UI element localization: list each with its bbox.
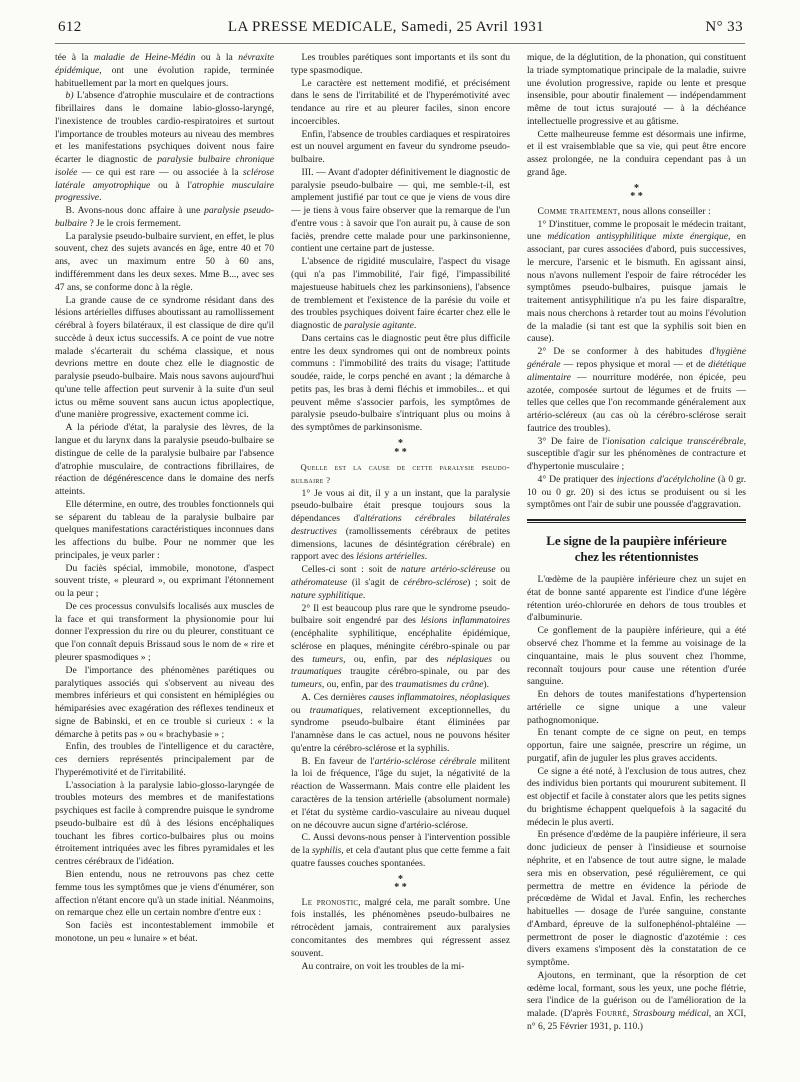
text-run: ou à l' bbox=[150, 179, 192, 191]
text-run: De l'importance des phénomènes parétiques ou paralytiques associés qui s'observent au niveau des membres inférieurs et qui consistent en hémiplégies ou hémiparésies avec exagération des réflexes tendineux et signe de Babinski, et en ce trouble si curieux : « la démarche à petits pas » ou « brachybasie » ; bbox=[55, 664, 274, 740]
italic-text: traumatiques bbox=[291, 666, 342, 678]
text-run: , ou, enfin, par des bbox=[321, 679, 396, 691]
article-title bbox=[527, 533, 746, 565]
text-run: La grande cause de ce syndrome résidant dans des lésions artérielles diffuses aboutissant au ramollissement cérébral à foyers bilatéraux, il est classique de dire qu'il succède à deux ictus successifs. A ce point de vue notre malade s'écarterait du schéma classique, et nous devrions mettre en doute chez elle le diagnostic de paralysie pseudo-bulbaire. Mais nous savons aujourd'hui qu'une telle affection peut survenir à la suite d'un seul ictus ou même souvent sans aucun ictus apoplectique, d'une manière progressive, exactement comme ici. bbox=[55, 294, 274, 421]
text-run: ). bbox=[483, 679, 489, 691]
italic-text: artério-sclérose cérébrale bbox=[374, 755, 477, 767]
paragraph bbox=[291, 756, 510, 833]
paragraph bbox=[55, 563, 274, 601]
paragraph bbox=[55, 231, 274, 295]
text-run: B. Avons-nous donc affaire à une bbox=[65, 205, 205, 217]
text-run: (ramollissements cérébraux de petites dimensions, lacunes de désintégration cérébrale) en rapport avec des bbox=[291, 525, 510, 563]
italic-text: athéromateuse bbox=[291, 576, 348, 588]
paragraph bbox=[55, 741, 274, 779]
italic-text: injections d'acétylcholine bbox=[616, 473, 715, 485]
column-left bbox=[55, 52, 274, 1074]
italic-text: traumatismes du crâne bbox=[395, 679, 484, 691]
paragraph bbox=[55, 920, 274, 946]
paragraph bbox=[291, 832, 510, 870]
paragraph bbox=[291, 167, 510, 256]
paragraph bbox=[291, 333, 510, 435]
text-run: Son faciès est incontestablement immobile et monotone, un peu « lunaire » et béat. bbox=[55, 920, 274, 944]
paragraph bbox=[527, 219, 746, 347]
paragraph bbox=[291, 129, 510, 167]
text-run: Enfin, des troubles de l'intelligence et du caractère, ces derniers représentés principalement par de l'hyperémotivité et de l'irritabilité. bbox=[55, 741, 274, 778]
italic-text: atrophie musculaire progressive bbox=[55, 179, 274, 204]
italic-text: paralysie bulbaire chronique isolée bbox=[55, 154, 274, 178]
text-run: . bbox=[362, 589, 366, 601]
journal-title-line bbox=[55, 17, 745, 37]
text-run: 2° Il est beaucoup plus rare que le syndrome pseudo-bulbaire soit engendré par des bbox=[291, 602, 510, 627]
small-caps-text: Fourré bbox=[596, 1008, 627, 1020]
paragraph bbox=[527, 574, 746, 625]
text-run: tée à la bbox=[55, 52, 94, 63]
paragraph bbox=[527, 970, 746, 1034]
paragraph bbox=[55, 869, 274, 920]
italic-text: sclérose latérale amyotrophique bbox=[55, 166, 274, 191]
paragraph bbox=[527, 829, 746, 969]
text-run: Ce gonflement de la paupière inférieure, qui a été observé chez l'homme et la femme au voisinage de la cinquantaine, mais le plus souvent chez l'homme, reconnaît toujours pour cause une rétention d'urée sanguine. bbox=[527, 625, 746, 688]
text-run: . bbox=[99, 192, 102, 204]
issue-date: Samedi, 25 Avril 1931 bbox=[400, 19, 545, 35]
italic-text: cérébro-sclérose bbox=[403, 576, 468, 588]
paragraph bbox=[527, 129, 746, 180]
text-run: Au contraire, on voit les troubles de la mi- bbox=[301, 960, 465, 972]
paragraph bbox=[55, 205, 274, 231]
italic-text: névraxite épidémique bbox=[55, 52, 274, 76]
text-run: , bbox=[626, 1008, 633, 1020]
text-run: traugite cérébro-spinale, ou par des bbox=[341, 666, 510, 678]
paragraph bbox=[291, 78, 510, 129]
section-subheading bbox=[291, 461, 510, 487]
text-run: Ajoutons, en terminant, que la résorption de cet œdème local, formant, sous les yeux, une poche flétrie, sera l'indice de la guérison ou de l'amélioration de la malade. (D'après bbox=[527, 969, 746, 1020]
text-run: ou à la bbox=[195, 52, 239, 63]
text-run: ou bbox=[291, 704, 310, 716]
italic-text: hygiène générale bbox=[527, 346, 746, 370]
text-run: L'œdème de la paupière inférieure chez un sujet en état de bonne santé apparente est l'indice d'une légère rétention uréo-chlorurée en dehors de tous troubles et d'albuminurie. bbox=[527, 574, 746, 624]
asterisk-mark: * * bbox=[394, 446, 407, 458]
asterisk-mark: * * bbox=[630, 191, 643, 203]
text-run: 1° Je vous ai dit, il y a un instant, que la paralysie pseudo-bulbaire était presque toujours sous la dépendances d' bbox=[291, 487, 510, 525]
text-run: Le caractère est nettement modifié, et précisément dans le sens de l'irritabilité et de l'hyperémotivité avec tendance au rire et au pleurer faciles, sinon encore incoercibles. bbox=[291, 77, 510, 127]
paragraph bbox=[55, 780, 274, 869]
text-run: — repos physique et moral — et de bbox=[560, 358, 709, 370]
italic-text: néplasiques bbox=[446, 653, 492, 665]
page-number: 612 bbox=[58, 19, 82, 35]
text-run: En présence d'œdème de la paupière inférieure, il sera donc judicieux de penser à l'insidieuse et sournoise néphrite, et en l'absence de tout autre signe, le malade sera mis en observation, pesé régulièrement, ce qui permettra de mettre en évidence la période de précœdème de Widal et Javal. Enfin, les recherches habituelles — dosage de l'urée sanguine, constante d'Ambard, épreuve de la sulfonephénol-phtaléine — permettront de poser le diagnostic d'azotémie : ces divers examens s'imposent dès la constatation de ce symptôme. bbox=[527, 829, 746, 969]
paragraph bbox=[527, 52, 746, 129]
text-run: ? Je le crois fermement. bbox=[87, 217, 181, 229]
text-run: Les troubles parétiques sont importants et ils sont du type spasmodique. bbox=[291, 52, 510, 76]
issue-number: N° 33 bbox=[705, 19, 743, 35]
text-run: Bien entendu, nous ne retrouvons pas chez cette femme tous les symptômes que je viens d'énumérer, son affection n'étant encore qu'à un stade initial. Néanmoins, on remarque chez elle un certain nombre d'entre eux : bbox=[55, 869, 274, 919]
text-run: ou bbox=[492, 653, 510, 665]
text-run: militent la loi de fréquence, l'âge du sujet, la négativité de la réaction de Wassermann. Mais contre elle plaident les caractères de la tension artérielle (absolument normale) et l'état du système cardio-vasculaire au niveau duquel on ne découvre aucun signe d'artério-sclérose. bbox=[291, 755, 510, 831]
italic-text: tumeurs bbox=[291, 679, 322, 691]
asterisk-mark: * bbox=[397, 437, 404, 449]
text-run: 3° De faire de l' bbox=[537, 435, 607, 447]
text-run: , susceptible d'agir sur les phénomènes de contracture et d'hypertonie musculaire ; bbox=[527, 435, 746, 473]
text-run: ) ; soit de bbox=[467, 576, 510, 588]
paragraph bbox=[527, 346, 746, 435]
italic-text: paralysie agitante bbox=[344, 320, 414, 332]
italic-text: diététique alimentaire bbox=[527, 358, 746, 383]
article-body bbox=[527, 574, 746, 1034]
article-continuation bbox=[527, 52, 746, 512]
text-run: En dehors de toutes manifestations d'hypertension artérielle ce signe unique a une valeur pathognomonique. bbox=[527, 689, 746, 726]
text-run: C. Aussi devons-nous penser à l'intervention possible de la bbox=[291, 832, 510, 857]
italic-text: b) bbox=[65, 90, 74, 102]
text-run: mique, de la déglutition, de la phonation, qui constituent la triade symptomatique principale de la maladie, suivre une évolution progressive, rapide ou lente et presque insensible, pour aboutir finalement — indépendamment même de tout ictus surajouté — à la déchéance intellectuelle progressive et au gâtisme. bbox=[527, 52, 746, 127]
text-run: , relativement exceptionnelles, du syndrome pseudo-bulbaire étant éliminées par l'anamnèse dans le cas actuel, nous ne pouvons hésiter qu'entre la cérébro-sclérose et la syphilis. bbox=[291, 704, 510, 754]
italic-text: tumeurs bbox=[312, 653, 344, 665]
text-run: B. En faveur de l' bbox=[301, 755, 375, 767]
asterisk-mark: * bbox=[633, 182, 640, 194]
page-columns bbox=[55, 52, 746, 1074]
text-run: Quelle est la cause de cette paralysie pseudo-bulbaire ? bbox=[291, 462, 510, 485]
text-run: , et cela d'autant plus que cette femme a fait quatre fausses couches spontanées. bbox=[291, 845, 510, 869]
text-run: III. — Avant d'adopter définitivement le diagnostic de paralysie pseudo-bulbaire — qui, me semble-t-il, est amplement justifié par tout ce que je viens de vous dire — je tiens à vous faire observer que la remarque de l'un d'entre vous : à savoir que l'on aurait pu, à cause de son faciès, prendre cette malade pour une parkinsonienne, contient une certaine part de justesse. bbox=[291, 166, 510, 255]
paragraph bbox=[527, 625, 746, 689]
text-run: , ont une évolution rapide, terminée habituellement par la mort en quelques jours. bbox=[55, 64, 274, 89]
text-run: A la période d'état, la paralysie des lèvres, de la langue et du larynx dans la paralysie pseudo-bulbaire se distingue de celle de la paralysie bulbaire par l'absence d'atrophie musculaire, de contractions fibrillaires, de réaction de dégénérescence dans le domaine des nerfs atteints. bbox=[55, 422, 274, 498]
italic-text: ionisation calcique transcérébrale bbox=[606, 435, 744, 447]
text-run: , malgré cela, me paraît sombre. Une fois installés, les phénomènes pseudo-bulbaires ne rétrocèdent jamais, contrairement aux paralysies concomitantes des membres qui régressent assez souvent. bbox=[291, 896, 510, 959]
italic-text: médication antisyphilitique mixte énergique bbox=[547, 231, 729, 243]
paragraph bbox=[55, 295, 274, 423]
text-run: Dans certains cas le diagnostic peut être plus difficile entre les deux syndromes qui ont de nombreux points communs : l'immobilité des traits du visage; l'attitude soudée, raide, le corps penché en avant ; la démarche à petits pas, les bras à demi fléchis et immobiles... et qui peuvent même s'associer parfois, les symptômes de paralysie pseudo-bulbaire s'intriquant plus ou moins à des symptômes de parkinsonisme. bbox=[291, 332, 510, 434]
header-rule bbox=[55, 43, 745, 44]
text-run: De ces processus convulsifs localisés aux muscles de la face et qui transforment la physionomie pour lui donner l'expression du rire ou du pleurer, constituant ce que l'on connaît depuis Brissaud sous le nom de « rire et pleurer spasmodiques » ; bbox=[55, 600, 274, 663]
asterisk-mark: * * bbox=[394, 882, 407, 894]
text-run: A. Ces dernières bbox=[301, 691, 369, 703]
section-separator-asterisks bbox=[291, 437, 510, 458]
italic-text: altérations cérébrales bilatérales destructives bbox=[291, 513, 510, 537]
paragraph bbox=[55, 422, 274, 499]
paragraph bbox=[291, 256, 510, 333]
column-middle bbox=[291, 52, 510, 1074]
italic-text: Strasbourg médical bbox=[632, 1008, 709, 1020]
text-run: (à 0 gr. 10 ou 0 gr. 20) si des ictus se produisent ou si les symptômes ont l'air de subir une poussée d'aggravation. bbox=[527, 473, 746, 511]
paragraph bbox=[291, 564, 510, 602]
paragraph bbox=[527, 766, 746, 830]
text-run: Enfin, l'absence de troubles cardiaques et respiratoires est un nouvel argument en faveur du syndrome pseudo-bulbaire. bbox=[291, 128, 510, 166]
paragraph bbox=[291, 52, 510, 78]
italic-text: lésions artérielles bbox=[356, 551, 425, 563]
article-separator-rule bbox=[527, 519, 746, 523]
italic-text: nature syphilitique bbox=[291, 589, 363, 601]
paragraph bbox=[291, 603, 510, 692]
section-separator-asterisks bbox=[527, 182, 746, 203]
column-right bbox=[527, 52, 746, 1074]
text-run: 1° D'instituer, comme le proposait le médecin traitant, une bbox=[527, 218, 746, 243]
italic-text: causes inflammatoires, néoplasiques bbox=[368, 691, 510, 703]
text-run: ou bbox=[495, 564, 510, 576]
paragraph bbox=[291, 961, 510, 974]
text-run: La paralysie pseudo-bulbaire survient, en effet, le plus souvent, chez des sujets avancés en âge, entre 40 et 70 ans, avec un maximum entre 50 à 60 ans, indifféremment dans les deux sexes. Mme B..., avec ses 47 ans, se conforme donc à la règle. bbox=[55, 230, 274, 293]
paragraph bbox=[527, 727, 746, 765]
italic-text: nature artério-scléreuse bbox=[401, 564, 496, 576]
text-run: — ce qui est rare — ou associée à la bbox=[77, 166, 243, 178]
paragraph bbox=[291, 897, 510, 961]
italic-text: syphilis bbox=[311, 845, 342, 857]
text-run: , an XCI, n° 6, 25 Février 1931, p. 110.) bbox=[527, 1008, 746, 1032]
article-title-line: chez les rétentionnistes bbox=[574, 549, 699, 565]
text-run: L'association à la paralysie labio-glosso-laryngée de troubles moteurs des membres et de manifestations psychiques est facile à comprendre puisque le syndrome pseudo-bulbaire est dû à des lésions encéphaliques touchant les fibres cortico-bulbaires plus ou moins étroitement intriquées avec les fibres pyramidales et les centres cérébraux de l'idéation. bbox=[55, 779, 274, 868]
asterisk-mark: * bbox=[397, 873, 404, 885]
paragraph bbox=[291, 488, 510, 565]
paragraph bbox=[55, 665, 274, 742]
text-run: Du faciès spécial, immobile, monotone, d'aspect souvent triste, « pleurard », ou exprimant l'étonnement ou la peur ; bbox=[55, 562, 274, 600]
text-run: 4° De pratiquer des bbox=[537, 473, 617, 485]
italic-text: maladie de Heine-Médin bbox=[93, 52, 196, 63]
paragraph bbox=[527, 206, 746, 219]
text-run: — nourriture modérée, non épicée, peu azotée, composée surtout de légumes et de fruits — telles que celles que l'on recommande généralement aux artério-scléreux (au cas où la cérébro-sclérose serait fautrice des troubles). bbox=[527, 371, 746, 434]
text-run: Elle détermine, en outre, des troubles fonctionnels qui se séparent du tableau de la paralysie bulbaire par quelques manifestations caractéristiques inconnues dans les affections du bulbe. Pour ne nommer que les principales, je veux parler : bbox=[55, 498, 274, 561]
text-run: , nous allons conseiller : bbox=[617, 205, 711, 217]
text-run: . bbox=[413, 320, 417, 332]
paragraph bbox=[291, 692, 510, 756]
small-caps-text: Comme traitement bbox=[537, 205, 618, 217]
text-run: Cette malheureuse femme est désormais une infirme, et il est vraisemblable que sa vie, qui peut être encore assez prolongée, ne la conduira cependant pas à un grand âge. bbox=[527, 128, 746, 178]
small-caps-text: Le pronostic bbox=[301, 896, 359, 908]
page-header bbox=[55, 17, 745, 39]
paragraph bbox=[55, 499, 274, 563]
text-run: L'absence d'atrophie musculaire et de contractions fibrillaires dans le domaine labio-glosso-laryngé, l'inexistence de troubles cardio-respiratoires et surtout l'importance de troubles moteurs au niveau des membres et les manifestations psychiques doivent nous faire écarter le diagnostic de bbox=[55, 90, 274, 166]
paragraph bbox=[55, 52, 274, 90]
text-run: . bbox=[424, 551, 428, 563]
paragraph bbox=[527, 474, 746, 512]
paragraph bbox=[527, 436, 746, 474]
journal-title: LA PRESSE MEDICALE, bbox=[227, 19, 397, 35]
text-run: Celles-ci sont : soit de bbox=[301, 564, 401, 576]
text-run: 2° De se conformer à des habitudes d' bbox=[537, 346, 717, 358]
italic-text: traumatiques bbox=[309, 704, 361, 716]
article-title-line: Le signe de la paupière inférieure bbox=[546, 533, 727, 549]
text-run: (il s'agit de bbox=[347, 576, 404, 588]
text-run: , en associant, par cures associées d'abord, puis successives, le mercure, l'arsenic et le bismuth. En agissant ainsi, nous n'avons nullement l'espoir de faire rétrocéder les symptômes pseudo-bulbaires, puisque jamais le traitement antisyphilitique n'a pu les faire disparaître, mais nous cherchons à retarder tout au moins l'évolution de la maladie (si tant est que la syphilis soit bien en cause). bbox=[527, 231, 746, 345]
text-run: , ou, enfin, par des bbox=[343, 653, 447, 665]
text-run: En tenant compte de ce signe on peut, en temps opportun, faire une saignée, prescrire un régime, un purgatif, afin de juguler les plus graves accidents. bbox=[527, 727, 746, 764]
text-run: Ce signe a été noté, à l'exclusion de tous autres, chez des individus bien portants qui moururent subitement. Il est objectif et facile à constater alors que les petits signes du brightisme échappent quelquefois à la sagacité du médecin le plus averti. bbox=[527, 765, 746, 828]
paragraph bbox=[55, 90, 274, 205]
italic-text: lésions inflammatoires bbox=[420, 615, 510, 627]
paragraph bbox=[527, 689, 746, 727]
italic-text: paralysie pseudo-bulbaire bbox=[55, 205, 274, 229]
text-run: (encéphalite syphilitique, encéphalite épidémique, sclérose en plaques, méningite cérébro-spinale ou par des bbox=[291, 628, 510, 665]
section-separator-asterisks bbox=[291, 873, 510, 894]
paragraph bbox=[55, 601, 274, 665]
text-run: L'absence de rigidité musculaire, l'aspect du visage (qui n'a pas l'immobilité, l'air figé, l'impassibilité majestueuse habituels chez les parkinsoniens), l'absence de tremblement et l'existence de la parésie du voile et des troubles psychiques doivent faire écarter chez elle le diagnostic de bbox=[291, 256, 510, 332]
